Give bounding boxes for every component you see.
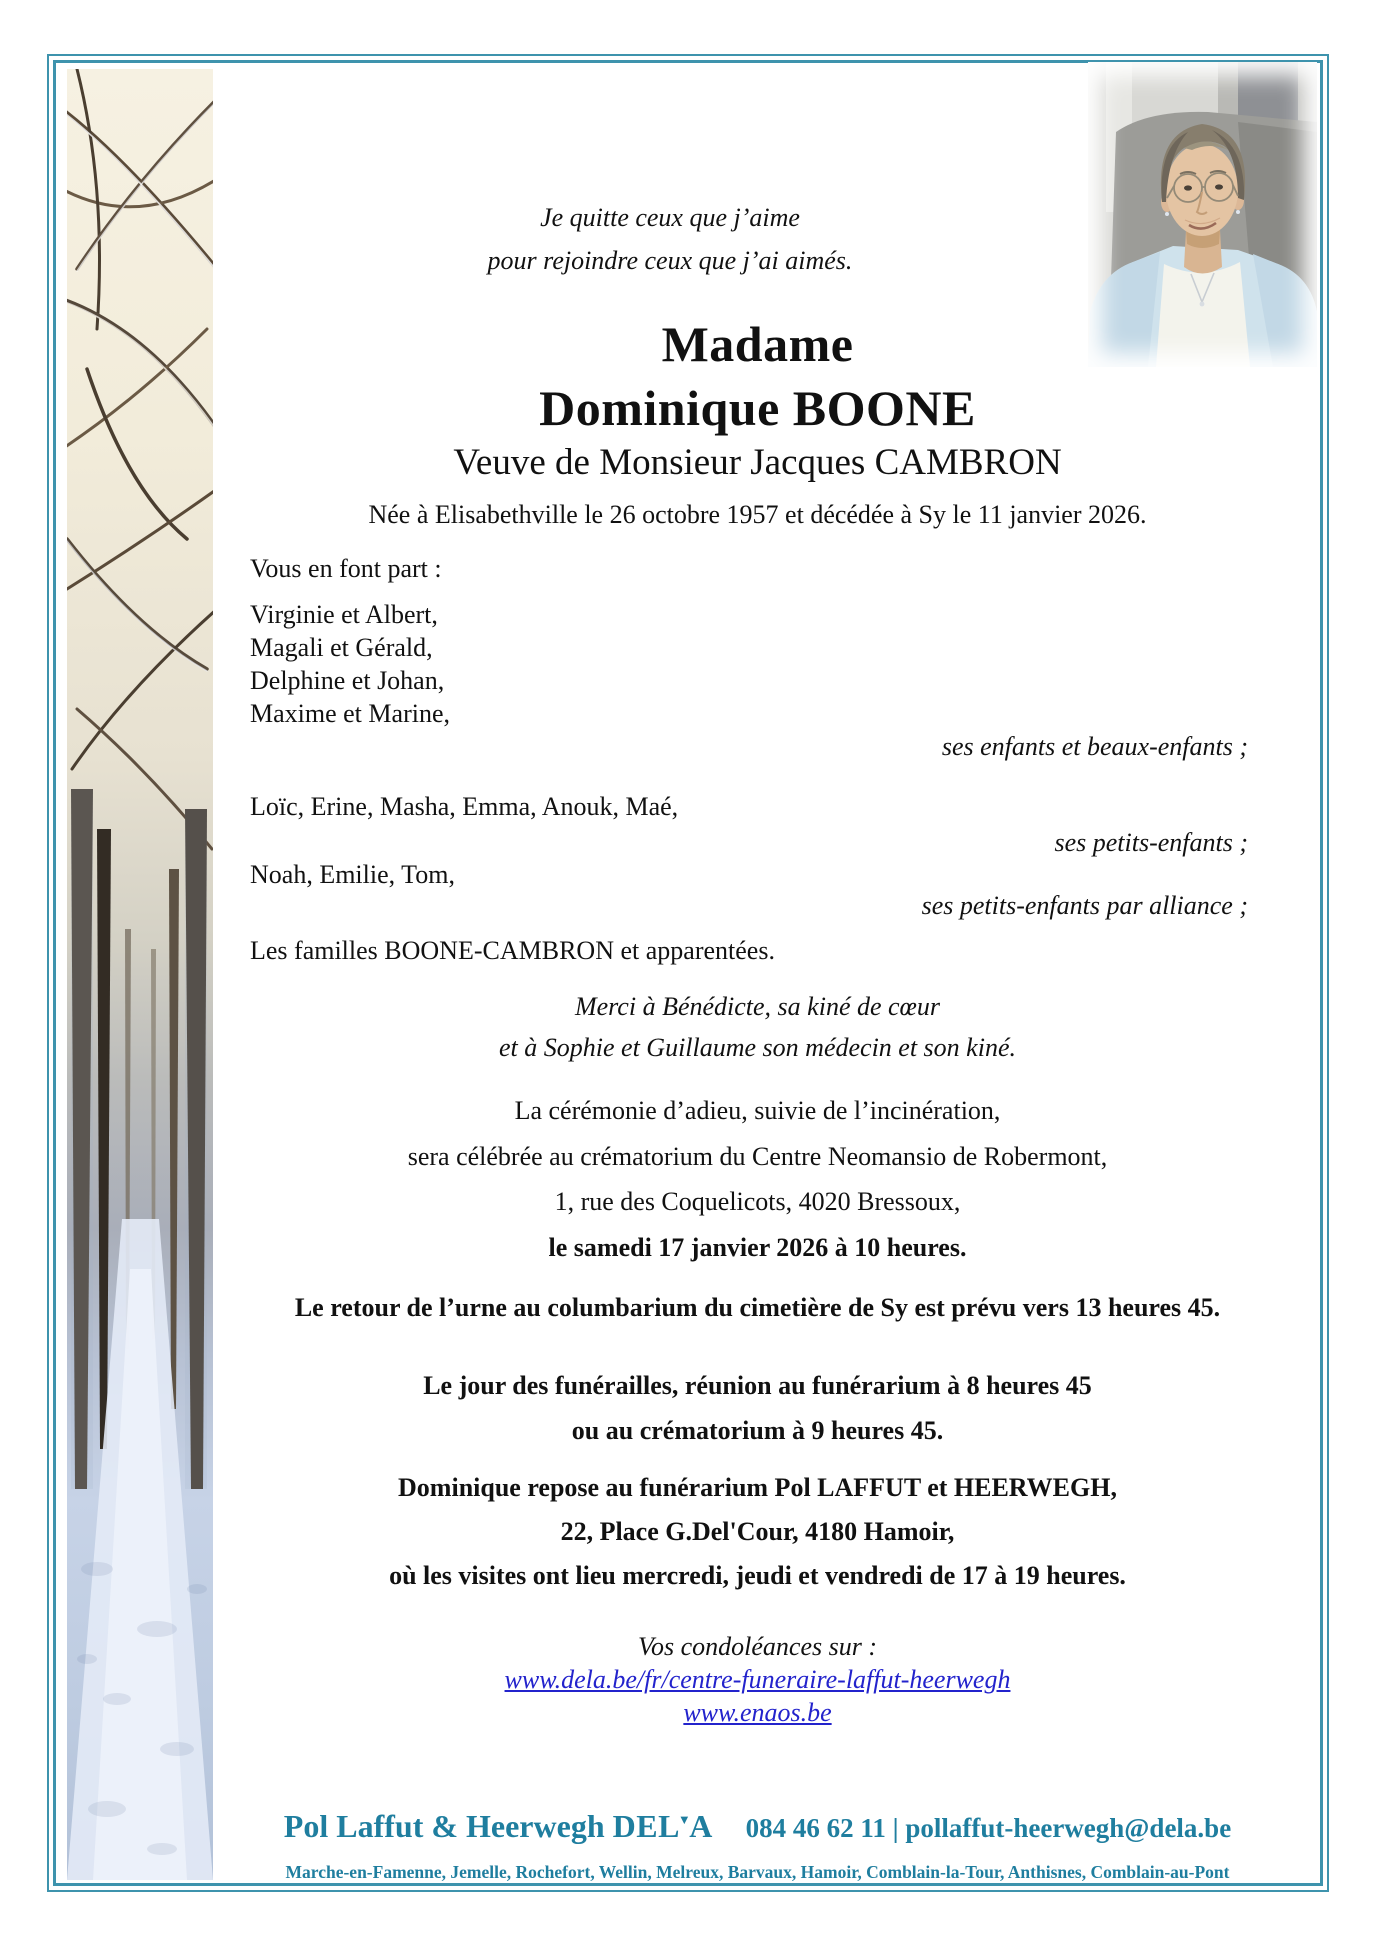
children-names-list bbox=[250, 598, 1265, 730]
children-name-2: Magali et Gérald, bbox=[250, 633, 433, 662]
ceremony-line-3: 1, rue des Coquelicots, 4020 Bressoux, bbox=[554, 1187, 961, 1216]
step-grandchildren-relation-label: ses petits-enfants par alliance ; bbox=[921, 891, 1248, 920]
announce-intro: Vous en font part : bbox=[250, 554, 442, 583]
ceremony-block bbox=[250, 1088, 1265, 1270]
grandchildren-names: Loïc, Erine, Masha, Emma, Anouk, Maé, bbox=[250, 792, 679, 821]
ceremony-date: le samedi 17 janvier 2026 à 10 heures. bbox=[548, 1232, 967, 1262]
meeting-line-1: Le jour des funérailles, réunion au funérarium à 8 heures 45 bbox=[423, 1371, 1092, 1400]
families-line: Les familles BOONE-CAMBRON et apparentées. bbox=[250, 936, 775, 965]
repose-line-2: 22, Place G.Del'Cour, 4180 Hamoir, bbox=[560, 1517, 955, 1546]
grandchildren-relation-label: ses petits-enfants ; bbox=[1054, 828, 1248, 857]
epitaph-line-2: pour rejoindre ceux que j’ai aimés. bbox=[487, 246, 853, 275]
condolences-block bbox=[250, 1630, 1265, 1729]
children-name-4: Maxime et Marine, bbox=[250, 699, 450, 728]
condolences-label: Vos condoléances sur : bbox=[637, 1632, 877, 1661]
ceremony-line-2: sera célébrée au crématorium du Centre Neomansio de Robermont, bbox=[407, 1141, 1108, 1171]
epitaph-quote bbox=[250, 196, 1090, 282]
widow-line: Veuve de Monsieur Jacques CAMBRON bbox=[453, 442, 1062, 483]
condolences-link-dela[interactable]: www.dela.be/fr/centre-funeraire-laffut-heerwegh bbox=[504, 1665, 1011, 1694]
dela-brand-a: A bbox=[689, 1808, 712, 1844]
children-name-1: Virginie et Albert, bbox=[250, 600, 438, 629]
meeting-line-2: ou au crématorium à 9 heures 45. bbox=[571, 1416, 944, 1445]
snow-forest-illustration bbox=[67, 69, 213, 1880]
meeting-block bbox=[250, 1363, 1265, 1453]
condolences-link-enaos[interactable]: www.enaos.be bbox=[683, 1698, 832, 1727]
footer-locations: Marche-en-Famenne, Jemelle, Rochefort, Wellin, Melreux, Barvaux, Hamoir, Comblain-la-Tour, Anthisnes, Comblain-au-Pont bbox=[285, 1862, 1230, 1882]
thanks-line-2: et à Sophie et Guillaume son médecin et son kiné. bbox=[499, 1033, 1016, 1062]
children-name-3: Delphine et Johan, bbox=[250, 666, 445, 695]
epitaph-line-1: Je quitte ceux que j’aime bbox=[540, 203, 800, 232]
dela-brand-del: DEL bbox=[612, 1808, 680, 1844]
footer-phone: 084 46 62 11 bbox=[745, 1813, 886, 1843]
dela-triangle-icon: ▼ bbox=[677, 1812, 692, 1827]
deceased-name: Dominique BOONE bbox=[539, 380, 976, 436]
step-grandchildren-names: Noah, Emilie, Tom, bbox=[250, 860, 455, 889]
children-relation-label: ses enfants et beaux-enfants ; bbox=[941, 732, 1248, 761]
deceased-name-block bbox=[250, 312, 1265, 440]
title-madame: Madame bbox=[661, 316, 854, 372]
footer-email: pollaffut-heerwegh@dela.be bbox=[905, 1813, 1232, 1843]
repose-line-3: où les visites ont lieu mercredi, jeudi et vendredi de 17 à 19 heures. bbox=[389, 1561, 1126, 1590]
repose-line-1: Dominique repose au funérarium Pol LAFFUT et HEERWEGH, bbox=[398, 1473, 1117, 1502]
snow-forest-photo bbox=[67, 69, 213, 1880]
funeral-home-footer bbox=[250, 1806, 1265, 1884]
repose-block bbox=[250, 1466, 1265, 1598]
thanks-block bbox=[250, 986, 1265, 1068]
birth-death-line: Née à Elisabethville le 26 octobre 1957 et décédée à Sy le 11 janvier 2026. bbox=[368, 500, 1147, 529]
footer-contact bbox=[746, 1813, 1232, 1843]
footer-separator: | bbox=[892, 1813, 899, 1843]
funeral-home-name: Pol Laffut & Heerwegh bbox=[283, 1808, 605, 1844]
urn-return-line: Le retour de l’urne au columbarium du cimetière de Sy est prévu vers 13 heures 45. bbox=[294, 1293, 1221, 1322]
thanks-line-1: Merci à Bénédicte, sa kiné de cœur bbox=[574, 992, 941, 1021]
dela-brand-logo bbox=[613, 1808, 720, 1844]
funeral-home-logo-line bbox=[250, 1806, 1265, 1853]
ceremony-line-1: La cérémonie d’adieu, suivie de l’incinération, bbox=[514, 1096, 1001, 1125]
